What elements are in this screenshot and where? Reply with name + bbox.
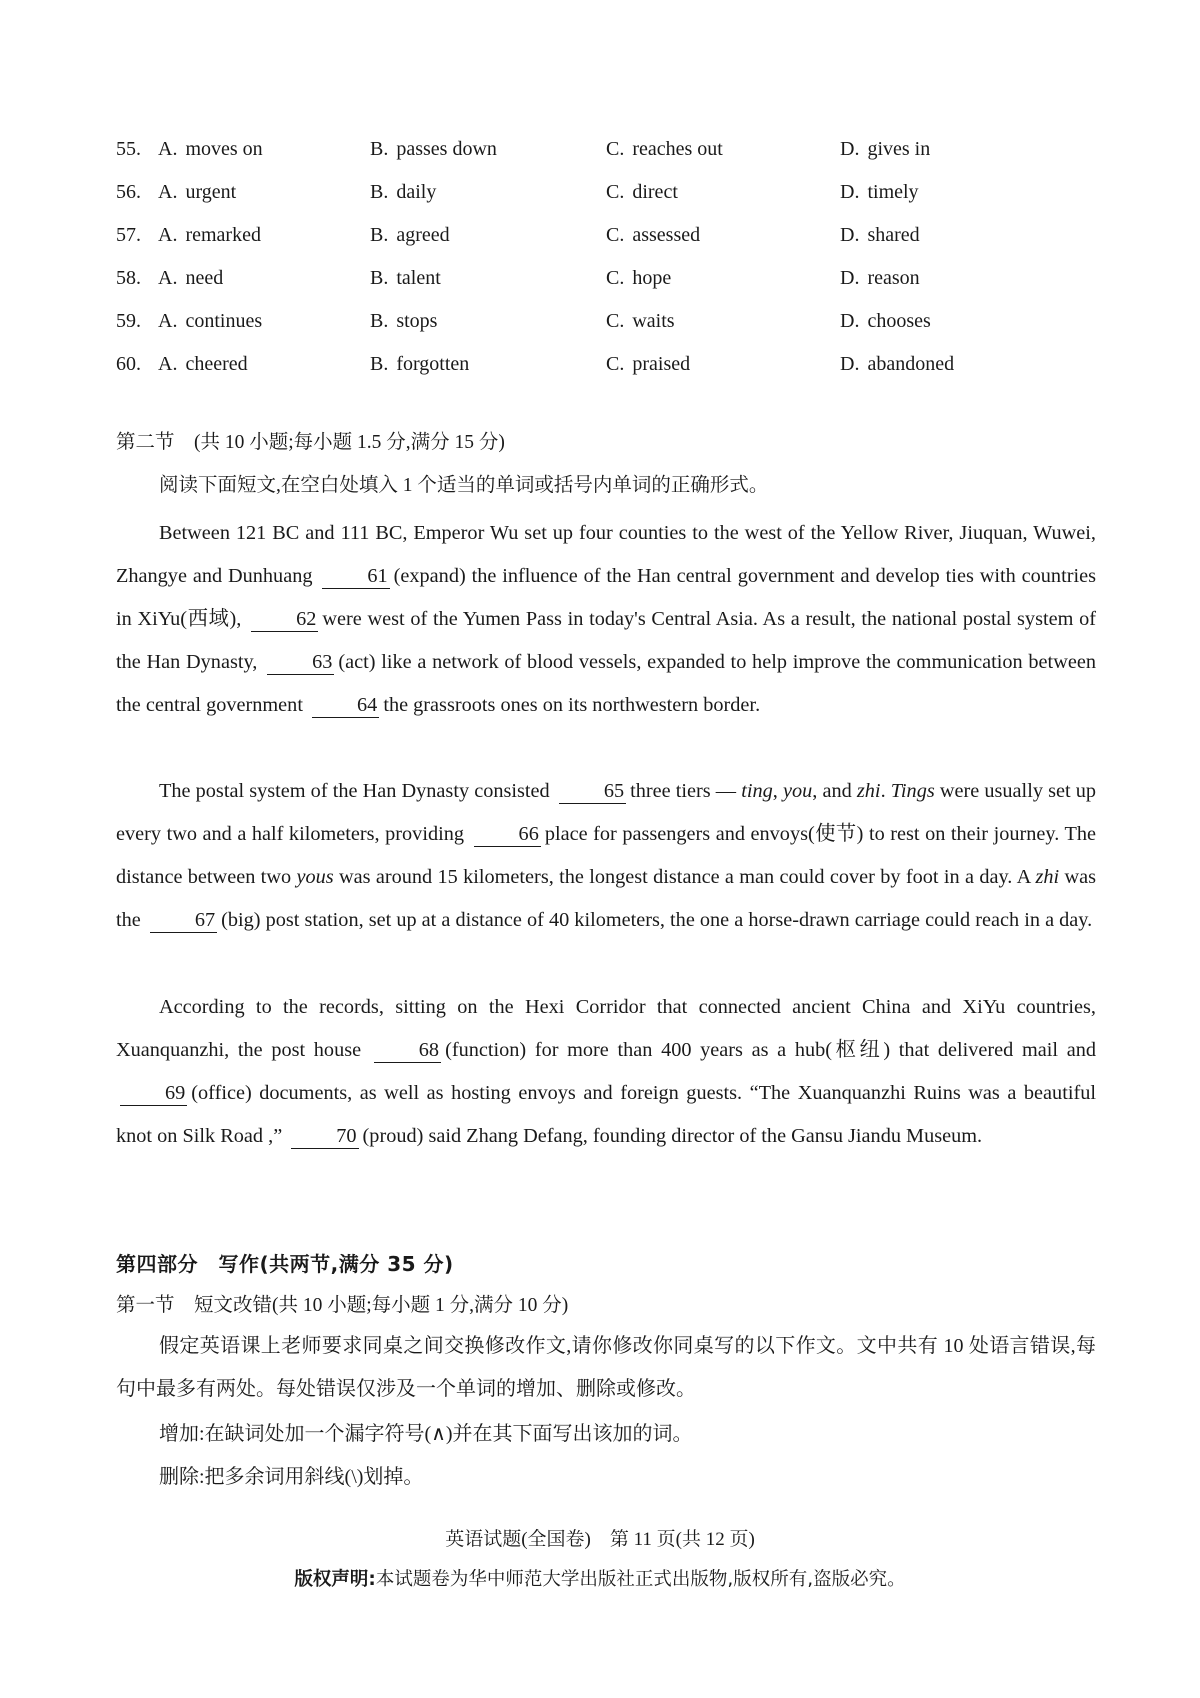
blank-62[interactable]: 62 (251, 607, 318, 632)
copyright-label: 版权声明: (294, 1569, 376, 1590)
part4-heading: 第四部分 写作(共两节,满分 35 分) (116, 1252, 454, 1276)
blank-67[interactable]: 67 (150, 908, 217, 933)
option-b: B. forgotten (370, 353, 470, 375)
option-a: A. urgent (158, 181, 237, 203)
question-number: 56. (116, 181, 141, 203)
option-c: C. waits (606, 310, 675, 332)
option-c: C. praised (606, 353, 691, 375)
section2-heading: 第二节 (共 10 小题;每小题 1.5 分,满分 15 分) (116, 432, 505, 453)
passage-paragraph-3: According to the records, sitting on the Hexi Corridor that connected ancient China and XiYu countries, Xuanquanzhi, the post house 68 (function) for more than 400 years as a hub(枢纽) that delivered mail and 69 (office) documents, as well as hosting envoys and foreign guests. “The Xuanquanzhi Ruins was a beautiful knot on Silk Road ,” 70 (proud) said Zhang Defang, founding director of the Gansu Jiandu Museum. (116, 996, 1096, 1147)
option-c: C. direct (606, 181, 678, 203)
part4-section1-heading: 第一节 短文改错(共 10 小题;每小题 1 分,满分 10 分) (116, 1295, 569, 1316)
option-d: D. timely (840, 181, 919, 203)
option-b: B. stops (370, 310, 438, 332)
delete-rule: 删除:把多余词用斜线(\)划掉。 (159, 1466, 424, 1488)
blank-63[interactable]: 63 (267, 650, 334, 675)
option-a: A. need (158, 267, 224, 289)
page-info: 英语试题(全国卷) 第 11 页(共 12 页) (445, 1529, 755, 1550)
multiple-choice-options (116, 128, 1016, 386)
option-c: C. assessed (606, 224, 701, 246)
option-d: D. chooses (840, 310, 931, 332)
add-rule: 增加:在缺词处加一个漏字符号(∧)并在其下面写出该加的词。 (159, 1423, 693, 1445)
choice-row (116, 300, 1016, 343)
blank-68[interactable]: 68 (374, 1038, 441, 1063)
option-b: B. passes down (370, 138, 497, 160)
passage-paragraph-1: Between 121 BC and 111 BC, Emperor Wu set up four counties to the west of the Yellow River, Jiuquan, Wuwei, Zhangye and Dunhuang 61 (expand) the influence of the Han central government and develop ties with countries in XiYu(西域), 62 were west of the Yumen Pass in today's Central Asia. As a result, the national postal system of the Han Dynasty, 63 (act) like a network of blood vessels, expanded to help improve the communication between the central government 64 the grassroots ones on its northwestern border. (116, 522, 1096, 716)
option-b: B. talent (370, 267, 441, 289)
option-b: B. daily (370, 181, 437, 203)
option-c: C. hope (606, 267, 672, 289)
blank-61[interactable]: 61 (322, 564, 389, 589)
option-d: D. shared (840, 224, 920, 246)
option-a: A. continues (158, 310, 263, 332)
option-a: A. cheered (158, 353, 248, 375)
copyright-notice (0, 1565, 1200, 1591)
choice-row (116, 214, 1016, 257)
option-d: D. reason (840, 267, 920, 289)
question-number: 60. (116, 353, 141, 375)
choice-row (116, 257, 1016, 300)
question-number: 57. (116, 224, 141, 246)
option-b: B. agreed (370, 224, 450, 246)
copyright-text: 本试题卷为华中师范大学出版社正式出版物,版权所有,盗版必究。 (375, 1569, 906, 1590)
blank-69[interactable]: 69 (120, 1081, 187, 1106)
passage-paragraph-2: The postal system of the Han Dynasty consisted 65 three tiers — ting, you, and zhi. Tings were usually set up every two and a half kilometers, providing 66 place for passengers and envoys(使节) to rest on their journey. The distance between two yous was around 15 kilometers, the longest distance a man could cover by foot in a day. A zhi was the 67 (big) post station, set up at a distance of 40 kilometers, the one a horse-drawn carriage could reach in a day. (116, 780, 1097, 931)
blank-64[interactable]: 64 (312, 693, 379, 718)
option-a: A. remarked (158, 224, 261, 246)
part4-instruction: 假定英语课上老师要求同桌之间交换修改作文,请你修改你同桌写的以下作文。文中共有 10 处语言错误,每句中最多有两处。每处错误仅涉及一个单词的增加、删除或修改。 (116, 1335, 1096, 1400)
option-a: A. moves on (158, 138, 263, 160)
choice-row (116, 171, 1016, 214)
section2-instruction: 阅读下面短文,在空白处填入 1 个适当的单词或括号内单词的正确形式。 (159, 475, 769, 496)
blank-70[interactable]: 70 (291, 1124, 358, 1149)
question-number: 58. (116, 267, 141, 289)
option-d: D. abandoned (840, 353, 955, 375)
question-number: 55. (116, 138, 141, 160)
option-d: D. gives in (840, 138, 931, 160)
choice-row (116, 128, 1016, 171)
question-number: 59. (116, 310, 141, 332)
blank-65[interactable]: 65 (559, 779, 626, 804)
choice-row (116, 343, 1016, 386)
option-c: C. reaches out (606, 138, 723, 160)
blank-66[interactable]: 66 (474, 822, 541, 847)
